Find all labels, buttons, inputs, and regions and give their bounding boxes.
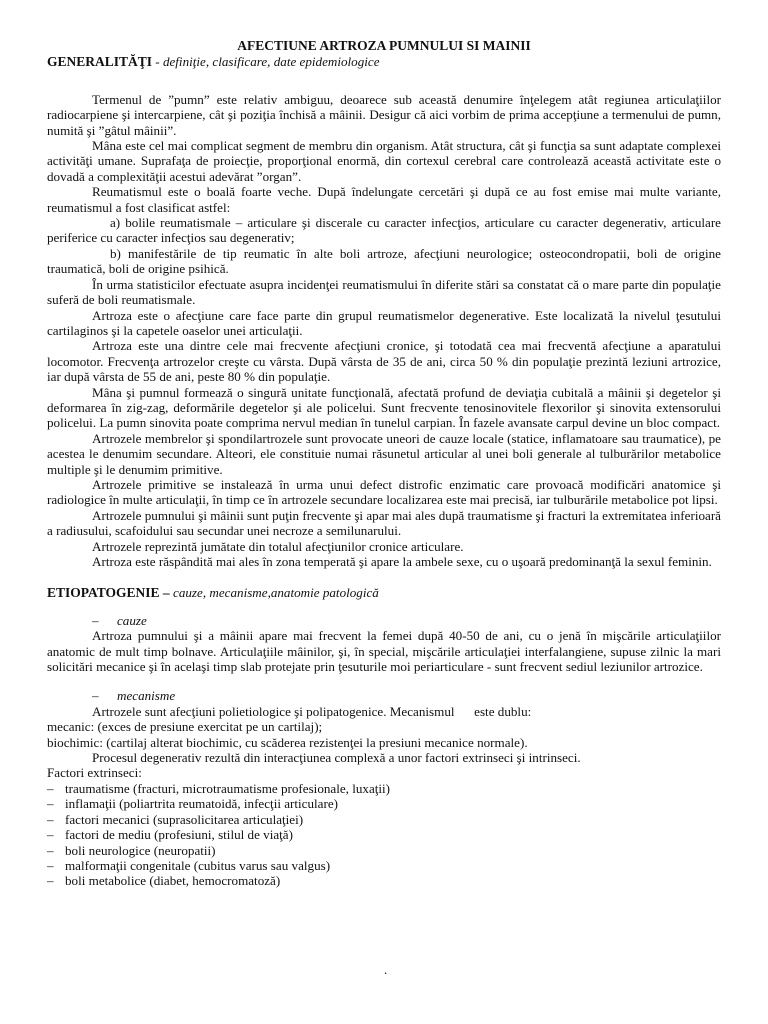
paragraph: Termenul de ”pumn” este relativ ambiguu, deoarece sub această denumire înţelegem atât regiunea articulaţiilor radiocarpiene şi intercarpiene, cât şi poziţia închisă a mâinii. Desigur că aici vorbim de prima accepţiune a termenului de pumn, numită şi ”gâtul mâinii”.	[47, 91, 721, 138]
list-item: – inflamaţii (poliartrita reumatoidă, infecţii articulare)	[47, 796, 339, 812]
text-line: biochimic: (cartilaj alterat biochimic, cu scăderea rezistenţei la presiuni mecanice normale).	[47, 734, 528, 750]
paragraph: Procesul degenerativ rezultă din interacţiunea complexă a unor factori extrinseci şi intrinseci.	[92, 750, 581, 766]
paragraph: Artrozele reprezintă jumătate din totalul afecţiunilor cronice articulare.	[92, 538, 464, 554]
list-item: – traumatisme (fracturi, microtraumatisme profesionale, luxaţii)	[47, 780, 391, 796]
list-item-b: b) manifestările de tip reumatic în alte boli artroze, afecţiuni neurologice; osteocondropatii, boli de origine traumatică, boli de origine psihică.	[47, 245, 721, 277]
subsection-title-mecanisme: – mecanisme	[92, 688, 176, 704]
section-title: ETIOPATOGENIE –	[47, 585, 174, 601]
document-page	[47, 38, 721, 889]
paragraph: Artrozele membrelor şi spondilartrozele sunt provocate uneori de cauze locale (statice, inflamatoare sau traumatice), pe acestea le denumim secundare. Alteori, ele constituie numai răsunetul articular al unei boli generale al tulburărilor metabolice multiple şi le denumim primitive.	[47, 430, 721, 477]
section-heading-generalitati	[47, 54, 721, 69]
subsection-title-cauze: – cauze	[92, 612, 147, 628]
section-subtitle: - definiţie, clasificare, date epidemiologice	[152, 54, 380, 70]
paragraph: Artrozele pumnului şi mâinii sunt puţin frecvente şi apar mai ales după traumatisme şi fracturi la extremitatea inferioară a radiusului, scafoidului sau secundar unei necroze a semilunarului.	[47, 507, 721, 539]
paragraph: Artrozele sunt afecţiuni polietiologice şi polipatogenice. Mecanismul este dublu:	[92, 703, 532, 719]
list-item: – malformaţii congenitale (cubitus varus sau valgus)	[47, 857, 331, 873]
factors-list	[47, 781, 721, 889]
paragraph: În urma statisticilor efectuate asupra incidenţei reumatismului în diferite stări sa constatat că o mare parte din populaţie suferă de boli reumatismale.	[47, 276, 721, 308]
paragraph: Artroza pumnului şi a mâinii apare mai frecvent la femei după 40-50 de ani, cu o jenă în mişcările articulaţiilor anatomic de mult timp bolnave. Articulaţiile mâinilor, şi, în special, mişcările articulaţiei interfalangiene, supuse zilnic la mari solicitări mecanice şi în acelaşi timp slab protejate prin ţesuturile moi periarticulare - sunt frecvent sediul leziunilor artrozice.	[47, 628, 721, 675]
paragraph: Artroza este răspândită mai ales în zona temperată şi apare la ambele sexe, cu o uşoară predominanţă la sexul feminin.	[92, 554, 712, 569]
paragraph: Mâna este cel mai complicat segment de membru din organism. Atât structura, cât şi funcţia sa sunt adaptate complexei activităţi umane. Suprafaţa de proiecţie, proporţional enormă, din cortexul cerebral care controlează această activitate este o dovadă a complexităţii acestui adevărat ”organ”.	[47, 138, 721, 184]
section-subtitle: cauze, mecanisme,anatomie patologică	[173, 585, 379, 601]
section-title: GENERALITĂŢI	[47, 54, 153, 70]
paragraph: Reumatismul este o boală foarte veche. După îndelungate cercetări şi după ce au fost emise mai multe variante, reumatismul a fost clasificat astfel:	[47, 184, 721, 215]
list-item-a: a) bolile reumatismale – articulare şi discerale cu caracter infecţios, articulare cu caracter degenerativ, articulare periferice cu caracter infecţios sau degenerativ;	[47, 215, 721, 246]
list-item: – factori mecanici (suprasolicitarea articulaţiei)	[47, 811, 304, 827]
list-item: – boli neurologice (neuropatii)	[47, 842, 216, 858]
paragraph: Artroza este una dintre cele mai frecvente afecţiuni cronice, şi totodată cea mai frecventă afecţiune a aparatului locomotor. Frecvenţa artrozelor creşte cu vârsta. După vârsta de 35 de ani, circa 50 % din populaţie prezintă leziuni artrozice, iar după vârsta de 55 de ani, peste 80 % din populaţie.	[47, 338, 721, 385]
page-mark: .	[384, 962, 388, 977]
paragraph: Artroza este o afecţiune care face parte din grupul reumatismelor degenerative. Este localizată la nivelul ţesutului cartilaginos şi la capetele oaselor unei articulaţii.	[47, 307, 721, 338]
list-item: – factori de mediu (profesiuni, stilul de viaţă)	[47, 827, 293, 843]
paragraph: Mâna şi pumnul formează o singură unitate funcţională, afectată profund de deviaţia cubitală a mâinii şi degetelor şi deformarea în zig-zag, deformările degetelor şi ale policelui. Sunt frecvente tenosinovitele flexorilor şi sinovita extensorului policelui. La pumn sinovita poate comprima nervul median în tunelul carpian. În fazele avansate carpul devine un bloc compact.	[47, 384, 721, 431]
text-line: mecanic: (exces de presiune exercitat pe un cartilaj);	[47, 719, 323, 735]
document-title: AFECTIUNE ARTROZA PUMNULUI SI MAINII	[237, 38, 531, 53]
section-heading-etiopatogenie	[47, 585, 721, 600]
paragraph: Artrozele primitive se instalează în urma unui defect distrofic enzimatic care provoacă modificări anatomice şi radiologice în multe articulaţii, în timp ce în artrozele secundare localizarea este mai precisă, iar tulburările metabolice pot lipsi.	[47, 476, 721, 508]
list-item: – boli metabolice (diabet, hemocromatoză)	[47, 873, 281, 889]
factors-title: Factori extrinseci:	[47, 765, 142, 781]
